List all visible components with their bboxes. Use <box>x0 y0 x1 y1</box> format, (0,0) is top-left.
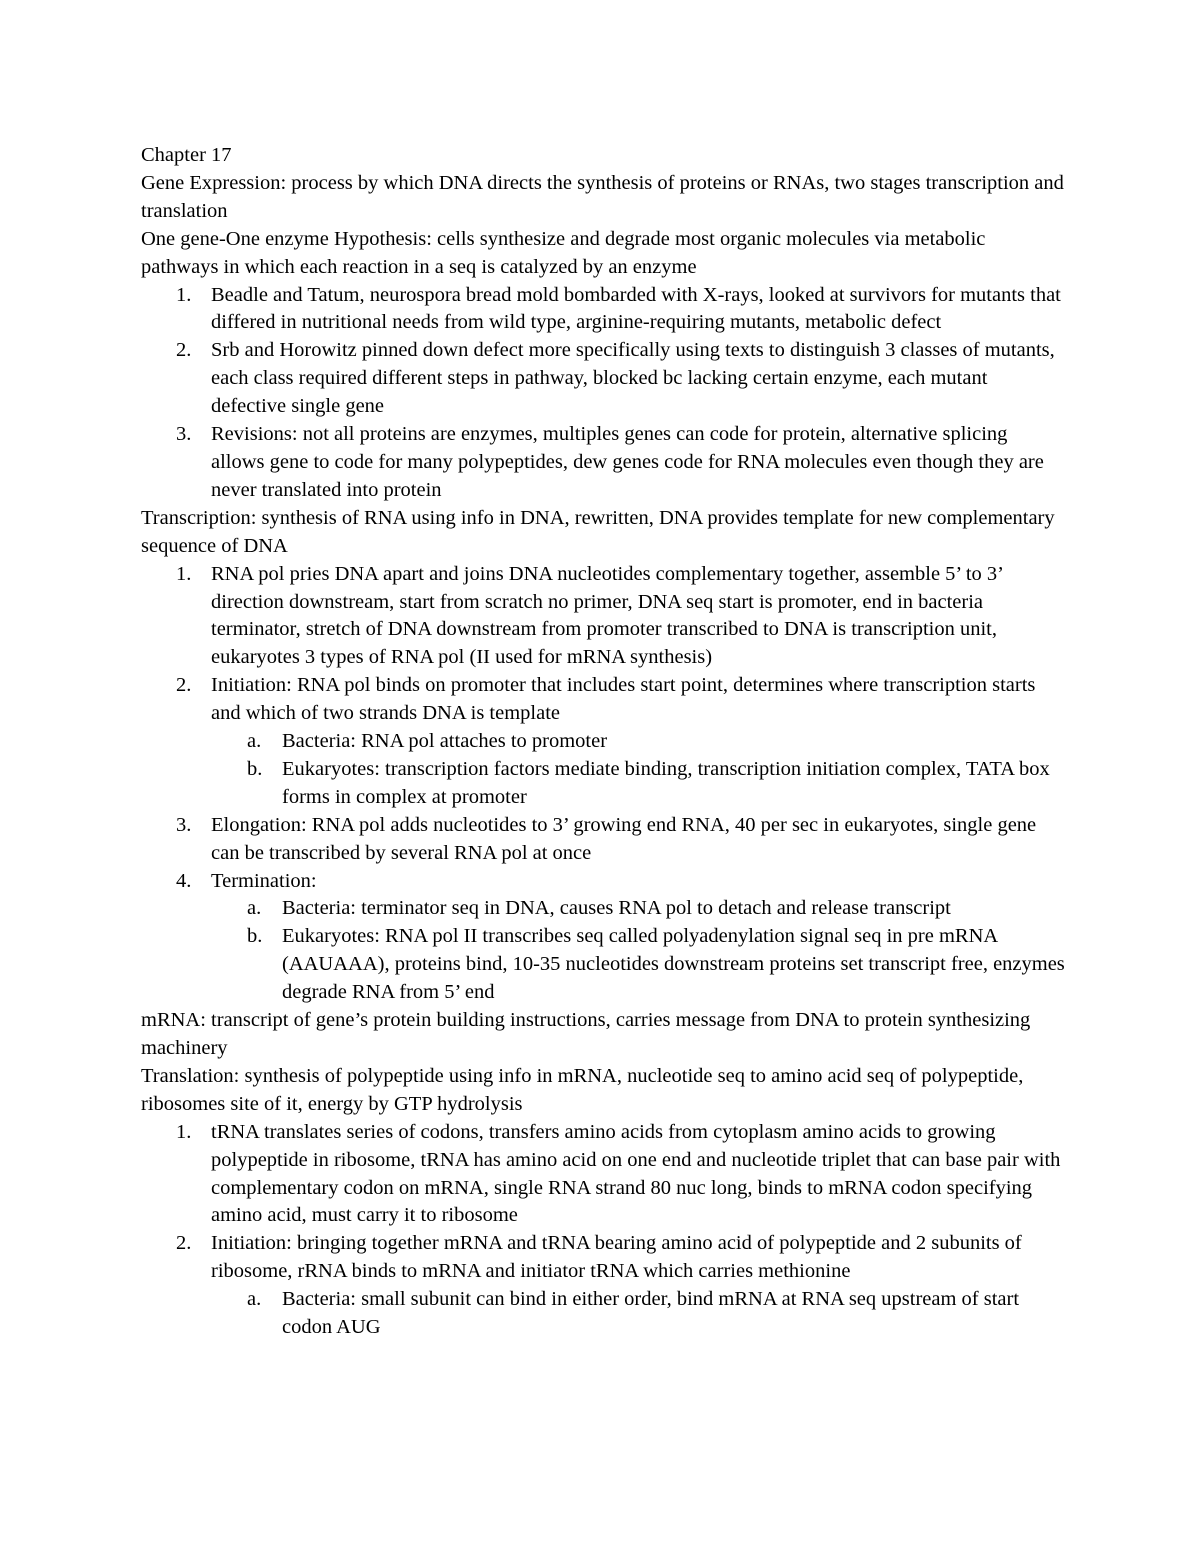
list-item <box>141 337 1066 421</box>
list-item <box>141 1230 1066 1286</box>
list-number: 1. <box>176 562 192 585</box>
sub-list-item <box>141 728 1066 756</box>
list-item-text: Srb and Horowitz pinned down defect more specifically using texts to distinguish 3 classes of mutants, each class required different steps in pathway, blocked bc lacking certain enzyme, each mutant defective single gene <box>211 339 1055 418</box>
sub-list-item <box>141 756 1066 812</box>
mrna-definition: mRNA: transcript of gene’s protein building instructions, carries message from DNA to protein synthesizing machinery <box>141 1009 1031 1059</box>
list-number: 1. <box>176 1120 192 1143</box>
list-item <box>141 868 1066 896</box>
list-item-text: Initiation: bringing together mRNA and tRNA bearing amino acid of polypeptide and 2 subunits of ribosome, rRNA binds to mRNA and initiator tRNA which carries methionine <box>211 1232 1022 1283</box>
list-letter: a. <box>247 730 262 753</box>
list-item <box>141 282 1066 338</box>
sub-list-item <box>141 1286 1066 1342</box>
document-page <box>141 142 1066 1342</box>
list-letter: a. <box>247 897 262 920</box>
list-item-text: Termination: <box>211 869 317 892</box>
list-number: 3. <box>176 423 192 446</box>
list-number: 4. <box>176 869 192 892</box>
list-item-text: Bacteria: small subunit can bind in either order, bind mRNA at RNA seq upstream of start codon AUG <box>282 1288 1020 1339</box>
list-item-text: Revisions: not all proteins are enzymes, multiples genes can code for protein, alternative splicing allows gene to code for many polypeptides, dew genes code for RNA molecules even though they are never translated into protein <box>211 423 1044 501</box>
gene-expression-definition: Gene Expression: process by which DNA directs the synthesis of proteins or RNAs, two stages transcription and translation <box>141 171 1064 222</box>
list-number: 2. <box>176 1232 192 1255</box>
list-item <box>141 812 1066 868</box>
list-item-text: Eukaryotes: transcription factors mediate binding, transcription initiation complex, TATA box forms in complex at promoter <box>282 757 1050 808</box>
sub-list-item <box>141 923 1066 1007</box>
list-item-text: Initiation: RNA pol binds on promoter that includes start point, determines where transcription starts and which of two strands DNA is template <box>211 674 1036 725</box>
list-letter: b. <box>247 925 263 948</box>
list-item <box>141 421 1066 505</box>
list-item-text: tRNA translates series of codons, transfers amino acids from cytoplasm amino acids to growing polypeptide in ribosome, tRNA has amino acid on one end and nucleotide triplet that can base pair with complementary codon on mRNA, single RNA strand 80 nuc long, binds to mRNA codon specifying amino acid, must carry it to ribosome <box>211 1120 1061 1227</box>
list-number: 1. <box>176 283 192 306</box>
sub-list-item <box>141 895 1066 923</box>
list-item <box>141 672 1066 728</box>
transcription-definition: Transcription: synthesis of RNA using info in DNA, rewritten, DNA provides template for new complementary sequence of DNA <box>141 506 1055 557</box>
list-item-text: Beadle and Tatum, neurospora bread mold bombarded with X-rays, looked at survivors for mutants that differed in nutritional needs from wild type, arginine-requiring mutants, metabolic defect <box>211 283 1061 334</box>
list-number: 2. <box>176 339 192 362</box>
translation-definition: Translation: synthesis of polypeptide using info in mRNA, nucleotide seq to amino acid seq of polypeptide, ribosomes site of it, energy by GTP hydrolysis <box>141 1064 1024 1115</box>
list-item <box>141 561 1066 673</box>
list-item-text: Eukaryotes: RNA pol II transcribes seq called polyadenylation signal seq in pre mRNA (AAUAAA), proteins bind, 10-35 nucleotides downstream proteins set transcript free, enzymes degrade RNA from 5’ end <box>282 925 1065 1004</box>
list-letter: a. <box>247 1288 262 1311</box>
list-item-text: Bacteria: terminator seq in DNA, causes RNA pol to detach and release transcript <box>282 897 951 920</box>
one-gene-one-enzyme-definition: One gene-One enzyme Hypothesis: cells synthesize and degrade most organic molecules via metabolic pathways in which each reaction in a seq is catalyzed by an enzyme <box>141 227 986 278</box>
list-item-text: RNA pol pries DNA apart and joins DNA nucleotides complementary together, assemble 5’ to 3’ direction downstream, start from scratch no primer, DNA seq start is promoter, end in bacteria terminator, stretch of DNA downstream from promoter transcribed to DNA is transcription unit, eukaryotes 3 types of RNA pol (II used for mRNA synthesis) <box>211 562 1003 669</box>
chapter-title: Chapter 17 <box>141 144 232 166</box>
list-letter: b. <box>247 757 263 780</box>
list-number: 2. <box>176 674 192 697</box>
list-item-text: Elongation: RNA pol adds nucleotides to 3’ growing end RNA, 40 per sec in eukaryotes, single gene can be transcribed by several RNA pol at once <box>211 813 1037 864</box>
list-item <box>141 1119 1066 1231</box>
list-number: 3. <box>176 813 192 836</box>
list-item-text: Bacteria: RNA pol attaches to promoter <box>282 730 608 753</box>
